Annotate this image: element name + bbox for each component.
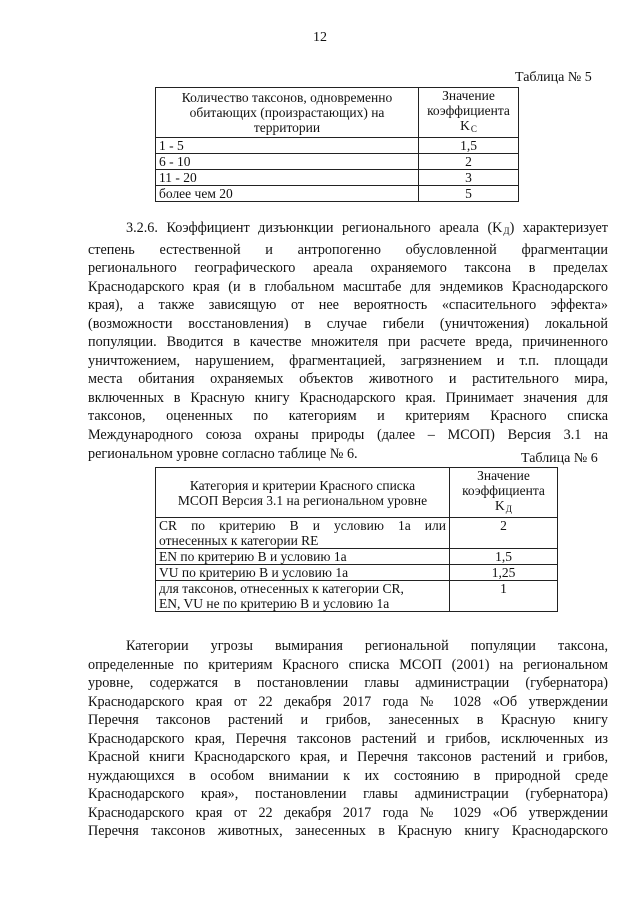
table5-value-cell: 5	[419, 186, 519, 202]
table-row	[156, 518, 558, 549]
paragraph2-line: Перечня таксонов животных, занесенных в Красную книгу Краснодарского	[88, 823, 608, 840]
table-row	[156, 549, 558, 565]
table6-criteria-line: отнесенных к категории RE	[159, 533, 319, 548]
table6-header-criteria	[156, 468, 450, 518]
paragraph2-line: Краснодарского края, Перечня таксонов растений и грибов, исключенных из	[88, 730, 608, 747]
table5-range-cell: более чем 20	[156, 186, 419, 202]
paragraph2-line: Перечня таксонов растений и грибов, занесенных в Красную книгу	[88, 712, 608, 729]
table-row	[156, 138, 519, 154]
paragraph2-line: Краснодарского края от 22 декабря 2017 года № 1028 «Об утверждении	[88, 693, 608, 710]
paragraph1-line: Международного союза охраны природы (далее – МСОП) Версия 3.1 на	[88, 427, 608, 444]
table5-caption: Таблица № 5	[515, 70, 592, 85]
paragraph1-line: Краснодарского края (и в глобальном масштабе для эндемиков Краснодарского	[88, 278, 608, 295]
paragraph2-line: определенные по критериям Красного списка МСОП (2001) на региональном	[88, 656, 608, 673]
table6-header-value-line2: коэффициента	[462, 483, 545, 498]
table6-criteria-cell	[156, 581, 450, 612]
table5-range-cell: 11 - 20	[156, 170, 419, 186]
table5-header-value-subscript: С	[470, 124, 477, 134]
table6-criteria-cell	[156, 518, 450, 549]
paragraph2-line: Краснодарского края от 22 декабря 2017 года № 1029 «Об утверждении	[88, 804, 608, 821]
table6-value-cell: 1,25	[450, 565, 558, 581]
table6-header-value-symbol: K	[495, 498, 505, 513]
paragraph2-line: нуждающихся в особом внимании к их состоянию в природной среде	[88, 767, 608, 784]
table-row	[156, 581, 558, 612]
table6-value-cell: 1	[450, 581, 558, 612]
paragraph1-line	[88, 219, 608, 241]
table5-range-cell: 6 - 10	[156, 154, 419, 170]
paragraph1-line: степень естественной и антропогенно обусловленной фрагментации	[88, 241, 608, 258]
table-row	[156, 154, 519, 170]
table6-criteria-cell	[156, 549, 450, 565]
table6-header-value	[450, 468, 558, 518]
table5-header-value-symbol: K	[460, 118, 470, 133]
table6-criteria-line: CR по критерию В и условию 1а или	[159, 518, 446, 533]
paragraph1-line: включенных в Красную книгу Краснодарского края. Принимает значения для	[88, 389, 608, 406]
paragraph1-line-tail: ) характеризует	[509, 220, 608, 236]
table5-value-cell: 3	[419, 170, 519, 186]
table6-header-criteria-line2: МСОП Версия 3.1 на региональном уровне	[177, 492, 428, 508]
paragraph1-line: уничтожением, нарушением, фрагментацией, загрязнением и т.п. площади	[88, 352, 608, 369]
table5-value-cell: 1,5	[419, 138, 519, 154]
paragraph2-line: Категории угрозы вымирания региональной популяции таксона,	[126, 638, 608, 654]
table5-value-cell: 2	[419, 154, 519, 170]
table5-header-value	[419, 88, 519, 138]
table5-header-count	[156, 88, 419, 138]
paragraph-threat-categories	[88, 637, 608, 841]
paragraph1-subscript: Д	[503, 226, 510, 236]
table-row	[156, 170, 519, 186]
paragraph-coefficient-disjunction	[88, 219, 608, 463]
paragraph1-line: регионального географического ареала охраняемого таксона в пределах	[88, 260, 608, 277]
paragraph1-line: региональном уровне согласно таблице № 6.	[88, 445, 358, 462]
table5-range-cell: 1 - 5	[156, 138, 419, 154]
paragraph1-line-text: 3.2.6. Коэффициент дизъюнкции регионального ареала (K	[126, 220, 503, 236]
paragraph2-line: Краснодарского края», постановлении главы администрации (губернатора)	[88, 786, 608, 803]
table6-criteria-line: EN по критерию В и условию 1а	[159, 549, 347, 564]
table6-header-value-line1: Значение	[477, 468, 530, 483]
table5-header-count-line2: обитающих (произрастающих) на	[189, 105, 385, 120]
table5-header-count-line1: Количество таксонов, одновременно	[181, 90, 393, 105]
paragraph2-line: уровне, содержатся в постановлении главы администрации (губернатора)	[88, 675, 608, 692]
table6-value-cell: 1,5	[450, 549, 558, 565]
table6	[155, 467, 558, 612]
paragraph1-line: места обитания охраняемых объектов животного и растительного мира,	[88, 371, 608, 388]
paragraph1-line: (возможности восстановления) в случае гибели (уничтожения) локальной	[88, 315, 608, 332]
table5-header-count-line3: территории	[253, 120, 321, 135]
table5-header-row	[156, 88, 519, 138]
paragraph1-line: таксонов, оцененных по категориям и критериям Красного списка	[88, 408, 608, 425]
paragraph2-line: Красной книги Краснодарского края, и Перечня таксонов растений и грибов,	[88, 749, 608, 766]
table6-caption: Таблица № 6	[521, 451, 598, 466]
table6-criteria-line: для таксонов, отнесенных к категории CR,	[159, 581, 404, 596]
table6-value-cell: 2	[450, 518, 558, 549]
table6-header-row	[156, 468, 558, 518]
table5	[155, 87, 519, 202]
paragraph1-line: края), а также зависящую от нее вероятность «спасительного эффекта»	[88, 297, 608, 314]
table5-header-value-line1: Значение	[442, 88, 495, 103]
table5-header-value-line2: коэффициента	[427, 103, 510, 118]
table6-header-criteria-line1: Категория и критерии Красного списка	[189, 477, 416, 493]
table-row	[156, 565, 558, 581]
table6-header-value-subscript: Д	[505, 504, 512, 514]
table6-criteria-cell	[156, 565, 450, 581]
paragraph1-line: популяции. Вводится в качестве множителя при расчете вреда, причиненного	[88, 334, 608, 351]
table-row	[156, 186, 519, 202]
table6-criteria-line: EN, VU не по критерию В и условию 1а	[159, 596, 390, 611]
page-number: 12	[313, 30, 327, 45]
table6-criteria-line: VU по критерию В и условию 1а	[159, 565, 349, 580]
